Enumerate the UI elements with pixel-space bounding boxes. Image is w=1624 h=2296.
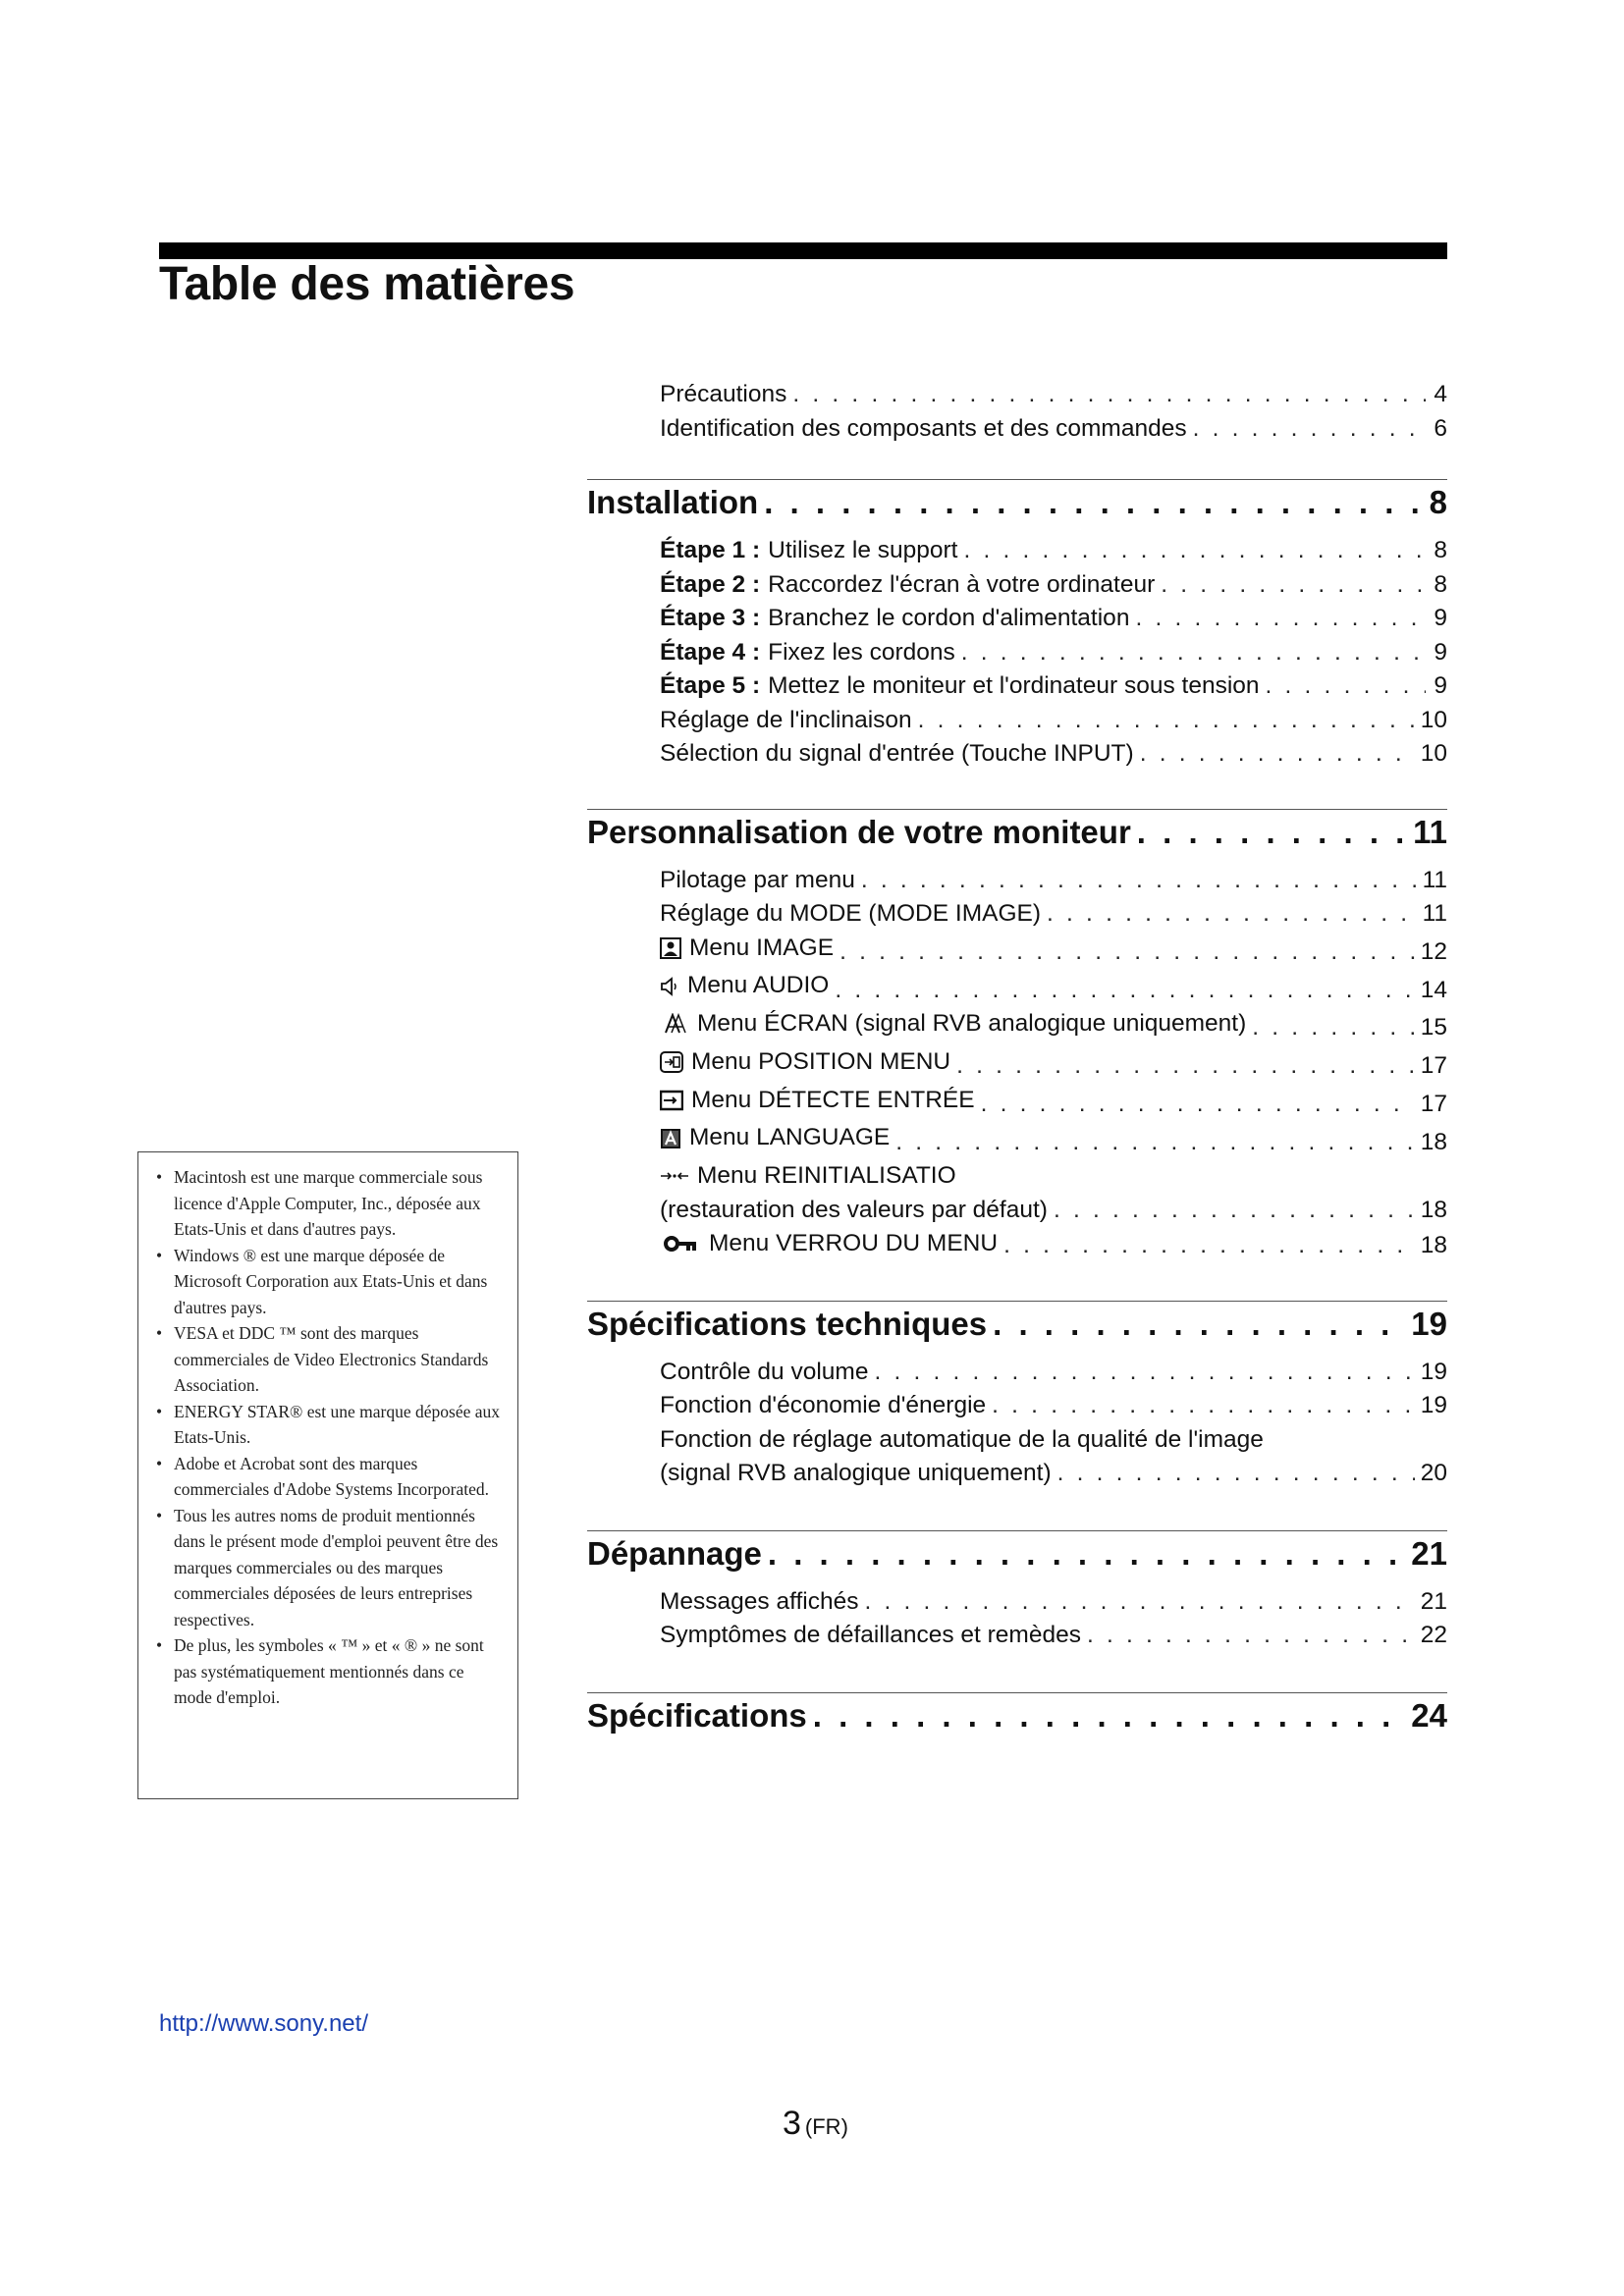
trademark-item: • Windows ® est une marque déposée de Microsoft Corporation aux Etats-Unis et dans d'autres pays. [152,1243,506,1321]
trademark-item: • De plus, les symboles « ™ » et « ® » ne sont pas systématiquement mentionnés dans ce mode d'emploi. [152,1632,506,1711]
trademark-item: • ENERGY STAR® est une marque déposée aux Etats-Unis. [152,1399,506,1451]
section-heading-installation[interactable]: Installation . . . 8 [587,483,1447,522]
section-heading-specifications[interactable]: Spécifications . . . 24 [587,1696,1447,1735]
toc-entry-mode[interactable]: Réglage du MODE (MODE IMAGE) . . . 11 [660,897,1447,932]
input-detect-icon [660,1090,683,1111]
section-personnalisation [587,809,1447,1263]
toc-entry-menu-ecran[interactable]: Menu ÉCRAN (signal RVB analogique uniquement) . . . 15 [660,1007,1447,1045]
trademark-item: • VESA et DDC ™ sont des marques commerciales de Video Electronics Standards Association. [152,1320,506,1399]
page-title: Table des matières [159,258,575,310]
toc-entry-menu-image[interactable]: Menu IMAGE . . . 12 [660,932,1447,970]
section-heading-depannage[interactable]: Dépannage . . . 21 [587,1534,1447,1574]
section-heading-personnalisation[interactable]: Personnalisation de votre moniteur . . . 11 [587,813,1447,852]
toc-entry-reglage-auto-line1[interactable]: Fonction de réglage automatique de la qualité de l'image [660,1425,1264,1453]
toc-entry-menu-verrou[interactable]: Menu VERROU DU MENU . . . 18 [660,1227,1447,1263]
trademark-item: • Macintosh est une marque commerciale sous licence d'Apple Computer, Inc., déposée aux Etats-Unis et dans d'autres pays. [152,1164,506,1243]
toc-entry-reglage-auto-line2[interactable]: (signal RVB analogique uniquement) . . . 20 [660,1457,1447,1491]
toc-entry-menu-audio[interactable]: Menu AUDIO . . . 14 [660,969,1447,1007]
trademark-item: • Adobe et Acrobat sont des marques commerciales d'Adobe Systems Incorporated. [152,1451,506,1503]
section-installation [587,479,1447,772]
toc-entry-menu-language[interactable]: Menu LANGUAGE . . . 18 [660,1121,1447,1159]
picture-icon [660,937,681,959]
trademark-item: • Tous les autres noms de produit mentionnés dans le présent mode d'emploi peuvent être des marques commerciales ou des marques commerciales déposées de leurs entreprises respectives. [152,1503,506,1633]
page-language-suffix: (FR) [804,2114,848,2139]
toc-entry-step-3[interactable]: Étape 3 : Branchez le cordon d'alimentation . . . 9 [660,602,1447,636]
toc-entry-step-5[interactable]: Étape 5 : Mettez le moniteur et l'ordinateur sous tension . . . 9 [660,669,1447,704]
toc-entry-precautions[interactable]: Précautions . . . 4 [660,378,1447,412]
toc-entry-menu-reset-line1[interactable]: Menu REINITIALISATIO [660,1159,1447,1194]
toc-entry-step-1[interactable]: Étape 1 : Utilisez le support . . . 8 [660,534,1447,568]
toc-entry-menu-position[interactable]: Menu POSITION MENU . . . 17 [660,1045,1447,1084]
language-icon [660,1128,681,1149]
toc-entry-step-2[interactable]: Étape 2 : Raccordez l'écran à votre ordinateur . . . 8 [660,568,1447,603]
toc-entry-identification[interactable]: Identification des composants et des commandes . . . 6 [660,412,1447,447]
position-icon [660,1051,683,1073]
toc-entry-menu-reset-line2[interactable]: (restauration des valeurs par défaut) . . . 18 [660,1194,1447,1228]
toc-entry-step-4[interactable]: Étape 4 : Fixez les cordons . . . 9 [660,636,1447,670]
toc-entry-symptomes[interactable]: Symptômes de défaillances et remèdes . . . 22 [660,1619,1447,1653]
toc-entry-pilotage[interactable]: Pilotage par menu . . . 11 [660,864,1447,898]
reset-icon [660,1169,689,1183]
toc-entry-menu-detecte[interactable]: Menu DÉTECTE ENTRÉE . . . 17 [660,1084,1447,1122]
page-number: 3 (FR) [783,2105,848,2142]
table-of-contents [587,378,1447,1747]
trademark-notice [137,1151,518,1799]
toc-entry-inclinaison[interactable]: Réglage de l'inclinaison . . . 10 [660,704,1447,738]
section-specifications [587,1692,1447,1735]
speaker-icon [660,976,679,997]
sony-url-link[interactable]: http://www.sony.net/ [159,2010,368,2037]
toc-entry-selection-signal[interactable]: Sélection du signal d'entrée (Touche INPUT) . . . 10 [660,737,1447,772]
toc-entry-economie-energie[interactable]: Fonction d'économie d'énergie . . . 19 [660,1389,1447,1423]
toc-entry-messages[interactable]: Messages affichés . . . 21 [660,1585,1447,1620]
section-heading-specifications-techniques[interactable]: Spécifications techniques . . . 19 [587,1305,1447,1344]
toc-entry-volume[interactable]: Contrôle du volume . . . 19 [660,1356,1447,1390]
section-depannage [587,1530,1447,1653]
section-specifications-techniques [587,1301,1447,1491]
screen-icon [664,1013,689,1035]
key-icon [664,1235,697,1253]
